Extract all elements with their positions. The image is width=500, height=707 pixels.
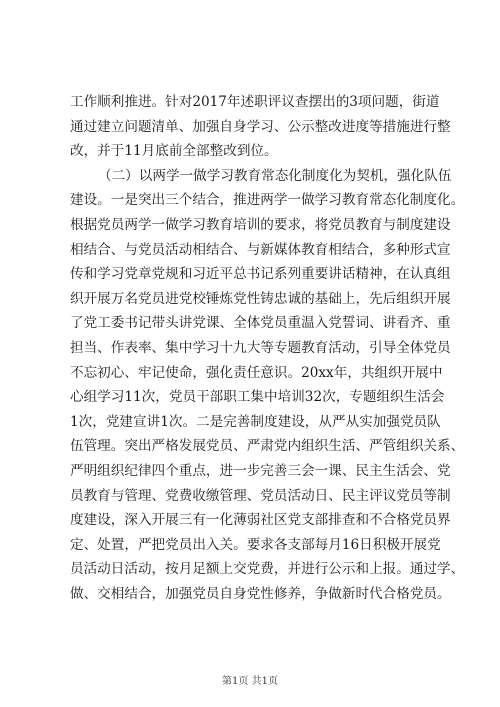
text-line: 不忘初心、牢记使命，强化责任意识。20xx年，共组织开展中 (70, 364, 443, 381)
text-line: 工作顺利推进。针对2017年述职评议查摆出的3项问题，街道 (70, 94, 440, 110)
text-line: 通过建立问题清单、加强自身学习、公示整改进度等措施进行整 (70, 118, 451, 135)
document-body (70, 90, 465, 606)
section-heading-line: （二）以两学一做学习教育常态化制度化为契机，强化队伍 (98, 167, 452, 184)
text-line: 员教育与管理、党费收缴管理、党员活动日、民主评议党员等制 (70, 487, 451, 504)
text-line: 根据党员两学一做学习教育培训的要求，将党员教育与制度建设 (70, 216, 451, 233)
text-line: 传和学习党章党规和习近平总书记系列重要讲话精神，在认真组 (70, 266, 451, 283)
text-line: 做、交相结合，加强党员自身党性修养，争做新时代合格党员。 (70, 585, 451, 602)
text-line: 改，并于11月底前全部整改到位。 (70, 143, 278, 160)
text-line: 严明组织纪律四个重点，进一步完善三会一课、民主生活会、党 (70, 462, 451, 479)
text-line: 织开展万名党员进党校锤炼党性铸忠诚的基础上，先后组织开展 (70, 290, 451, 307)
text-line: 伍管理。突出严格发展党员、严肃党内组织生活、严管组织关系、 (70, 438, 465, 455)
text-line: 建设。一是突出三个结合，推进两学一做学习教育常态化制度化。 (70, 192, 465, 209)
page-number-footer: 第1页 共1页 (222, 676, 278, 687)
text-line: 1次，党建宣讲1次。二是完善制度建设，从严从实加强党员队 (70, 413, 441, 430)
text-line: 心组学习11次，党员干部职工集中培训32次，专题组织生活会 (70, 389, 445, 406)
text-line: 员活动日活动，按月足额上交党费，并进行公示和上报。通过学、 (70, 561, 465, 578)
text-line: 度建设，深入开展三有一化薄弱社区党支部排查和不合格党员界 (70, 512, 451, 529)
text-line: 了党工委书记带头讲党课、全体党员重温入党誓词、讲看齐、重 (70, 315, 451, 332)
text-line: 相结合、与党员活动相结合、与新媒体教育相结合，多种形式宣 (70, 241, 451, 258)
text-line: 担当、作表率、集中学习十九大等专题教育活动，引导全体党员 (70, 339, 451, 356)
text-line: 定、处置，严把党员出入关。要求各支部每月16日积极开展党 (70, 536, 441, 553)
